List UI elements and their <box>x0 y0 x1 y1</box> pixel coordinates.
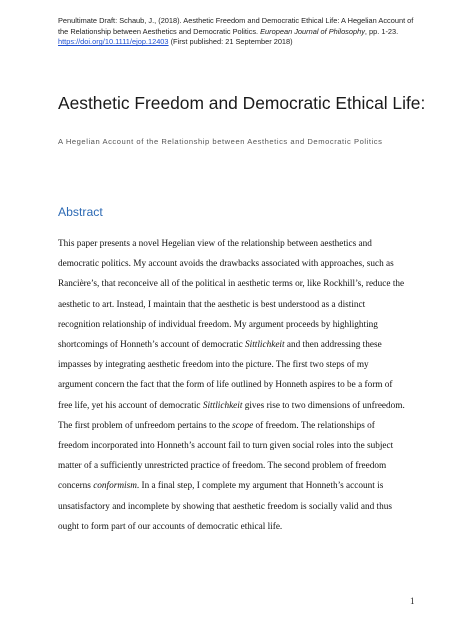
abstract-line: argument concern the fact that the form of life outlined by Honneth aspires to be a form of <box>58 380 393 391</box>
citation-line-1: Penultimate Draft: Schaub, J., (2018). Aesthetic Freedom and Democratic Ethical Life: A Hegelian Account of <box>58 16 414 25</box>
abstract-text: The first problem of unfreedom pertains to the <box>58 420 233 431</box>
citation-line-2 <box>58 27 438 38</box>
abstract-text: concerns <box>58 481 94 492</box>
abstract-line <box>58 335 420 355</box>
published-note: (First published: 21 September 2018) <box>168 37 293 47</box>
abstract-line: ought to form part of our accounts of democratic ethical life. <box>58 521 283 532</box>
abstract-line: democratic politics. My account avoids the drawbacks associated with approaches, such as <box>58 259 394 270</box>
abstract-emphasis: Sittlichkeit <box>245 340 285 351</box>
journal-name: European Journal of Philosophy <box>260 26 365 36</box>
abstract-text: free life, yet his account of democratic <box>58 400 203 411</box>
citation-pages: , pp. 1-23. <box>364 26 399 36</box>
abstract-line: unsatisfactory and incomplete by showing that aesthetic freedom is socially valid and thus <box>58 501 392 512</box>
abstract-line: freedom incorporated into Honneth’s account fail to turn given social roles into the subject <box>58 441 394 452</box>
abstract-emphasis: conformism <box>93 481 137 492</box>
abstract-heading: Abstract <box>58 205 103 219</box>
abstract-emphasis: scope <box>232 420 254 431</box>
abstract-text: shortcomings of Honneth’s account of democratic <box>58 340 246 351</box>
citation-text: the Relationship between Aesthetics and Democratic Politics. <box>58 26 261 36</box>
abstract-body <box>58 234 420 537</box>
abstract-text: and then addressing these <box>284 340 382 351</box>
abstract-text: . In a final step, I complete my argument that Honneth’s account is <box>136 481 384 492</box>
abstract-line <box>58 416 420 436</box>
abstract-line: This paper presents a novel Hegelian view of the relationship between aesthetics and <box>58 239 372 249</box>
abstract-line: recognition relationship of individual freedom. My argument proceeds by highlighting <box>58 319 378 330</box>
paper-title: Aesthetic Freedom and Democratic Ethical Life: <box>58 93 426 113</box>
abstract-text: gives rise to two dimensions of unfreedom. <box>242 400 405 411</box>
abstract-line: aesthetic to art. Instead, I maintain that the aesthetic is best understood as a distinct <box>58 299 366 310</box>
citation-note <box>58 16 438 48</box>
abstract-text: of freedom. The relationships of <box>253 420 375 431</box>
paper-subtitle: A Hegelian Account of the Relationship between Aesthetics and Democratic Politics <box>58 137 383 146</box>
abstract-line: Rancière’s, that reconceive all of the political in aesthetic terms or, like Rockhill’s, reduce the <box>58 279 405 290</box>
abstract-line <box>58 396 420 416</box>
abstract-line: impasses by integrating aesthetic freedom into the picture. The first two steps of my <box>58 360 369 371</box>
abstract-line <box>58 476 420 496</box>
abstract-line: matter of a sufficiently unrestricted practice of freedom. The second problem of freedom <box>58 461 387 472</box>
abstract-emphasis: Sittlichkeit <box>202 400 243 411</box>
citation-line-3 <box>58 37 438 48</box>
page-number: 1 <box>410 596 415 606</box>
doi-link[interactable]: https://doi.org/10.1111/ejop.12403 <box>58 37 169 47</box>
